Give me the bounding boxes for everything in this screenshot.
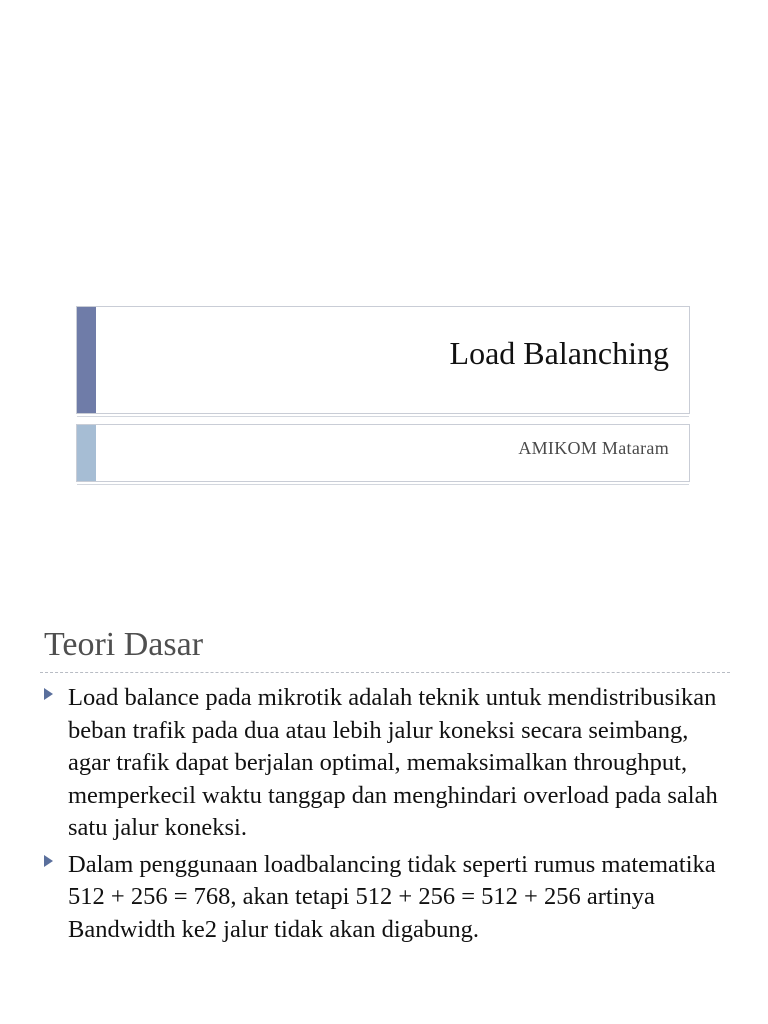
content-title: Teori Dasar [44, 626, 204, 663]
triangle-bullet-icon [44, 688, 53, 700]
subtitle-accent-bar [77, 425, 96, 481]
bullet-item [44, 849, 734, 947]
slide-title: Load Balanching [449, 335, 669, 371]
bullet-list [44, 682, 734, 950]
title-box [76, 306, 690, 414]
content-slide [0, 600, 768, 1024]
bullet-text: Dalam penggunaan loadbalancing tidak seperti rumus matematika 512 + 256 = 768, akan tetapi 512 + 256 = 512 + 256 artinya Bandwidth ke2 jalur tidak akan digabung. [68, 850, 716, 943]
bullet-text: Load balance pada mikrotik adalah teknik untuk mendistribusikan beban trafik pada dua atau lebih jalur koneksi secara seimbang, agar trafik dapat berjalan optimal, memaksimalkan throughput, memperkecil waktu tanggap dan menghindari overload pada salah satu jalur koneksi. [68, 684, 718, 841]
title-accent-bar [77, 307, 96, 413]
slide-subtitle: AMIKOM Mataram [518, 438, 669, 458]
title-divider [40, 672, 730, 673]
triangle-bullet-icon [44, 855, 53, 867]
subtitle-box [76, 424, 690, 482]
bullet-item [44, 682, 734, 845]
